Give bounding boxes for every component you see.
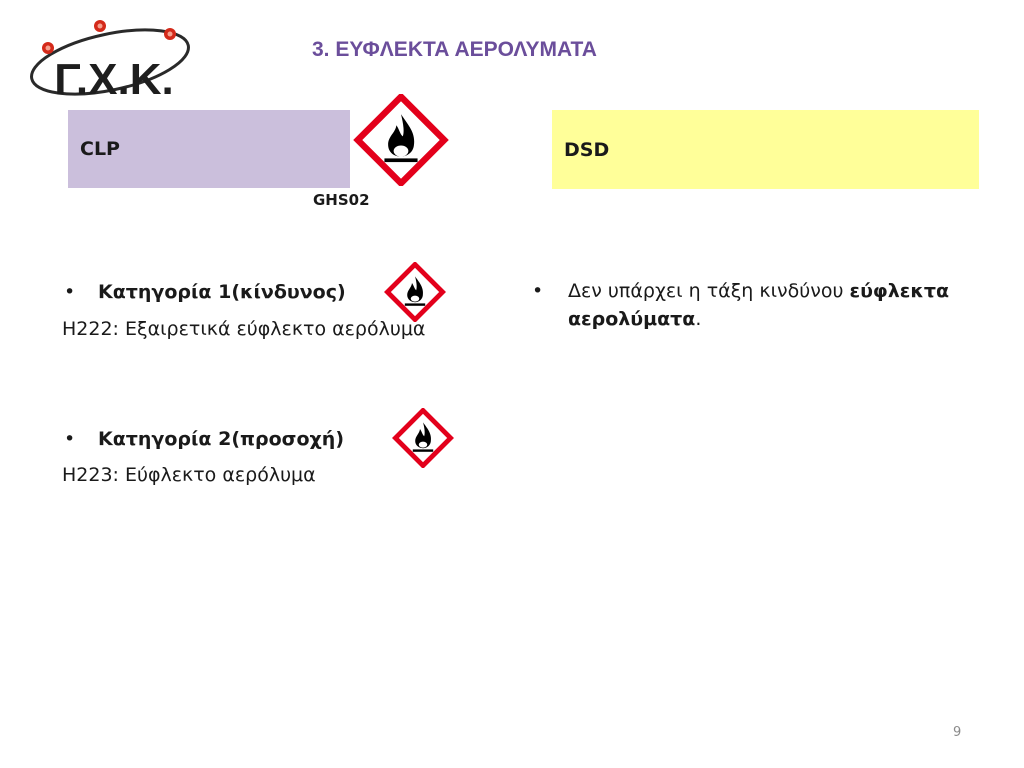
hazard-statement-h222: H222: Εξαιρετικά εύφλεκτο αερόλυμα [62, 318, 426, 340]
bullet: • [64, 281, 76, 303]
bullet: • [64, 428, 76, 450]
flame-pictogram-icon [383, 262, 447, 322]
clp-header-box [68, 110, 350, 188]
clp-category-1 [60, 281, 346, 303]
logo-emblem [24, 18, 196, 106]
ghs-code-label: GHS02 [313, 191, 370, 209]
slide-title: 3. ΕΥΦΛΕΚΤΑ ΑΕΡΟΛΥΜΑΤΑ [312, 38, 597, 61]
page-number: 9 [953, 725, 962, 740]
dsd-header-box [552, 110, 979, 189]
hazard-statement-h223: H223: Εύφλεκτο αερόλυμα [62, 464, 316, 486]
dsd-note-bold: εύφλεκτα αερολύματα [568, 280, 950, 330]
dsd-note-text-end: . [695, 308, 702, 330]
dsd-note-text-start: Δεν υπάρχει η τάξη κινδύνου [568, 280, 850, 302]
ghs02-pictogram-icon [351, 94, 451, 186]
category-2-label: Κατηγορία 2(προσοχή) [98, 428, 344, 450]
bullet: • [532, 280, 544, 302]
clp-category-2 [60, 428, 344, 450]
category-1-label: Κατηγορία 1(κίνδυνος) [98, 281, 346, 303]
flame-pictogram-icon [391, 408, 455, 468]
dsd-note-text [568, 277, 998, 333]
clp-label: CLP [80, 138, 120, 160]
dsd-label: DSD [564, 138, 610, 161]
logo [24, 18, 196, 106]
logo-text: Γ.Χ.Κ. [54, 55, 174, 104]
dsd-note [528, 277, 998, 333]
